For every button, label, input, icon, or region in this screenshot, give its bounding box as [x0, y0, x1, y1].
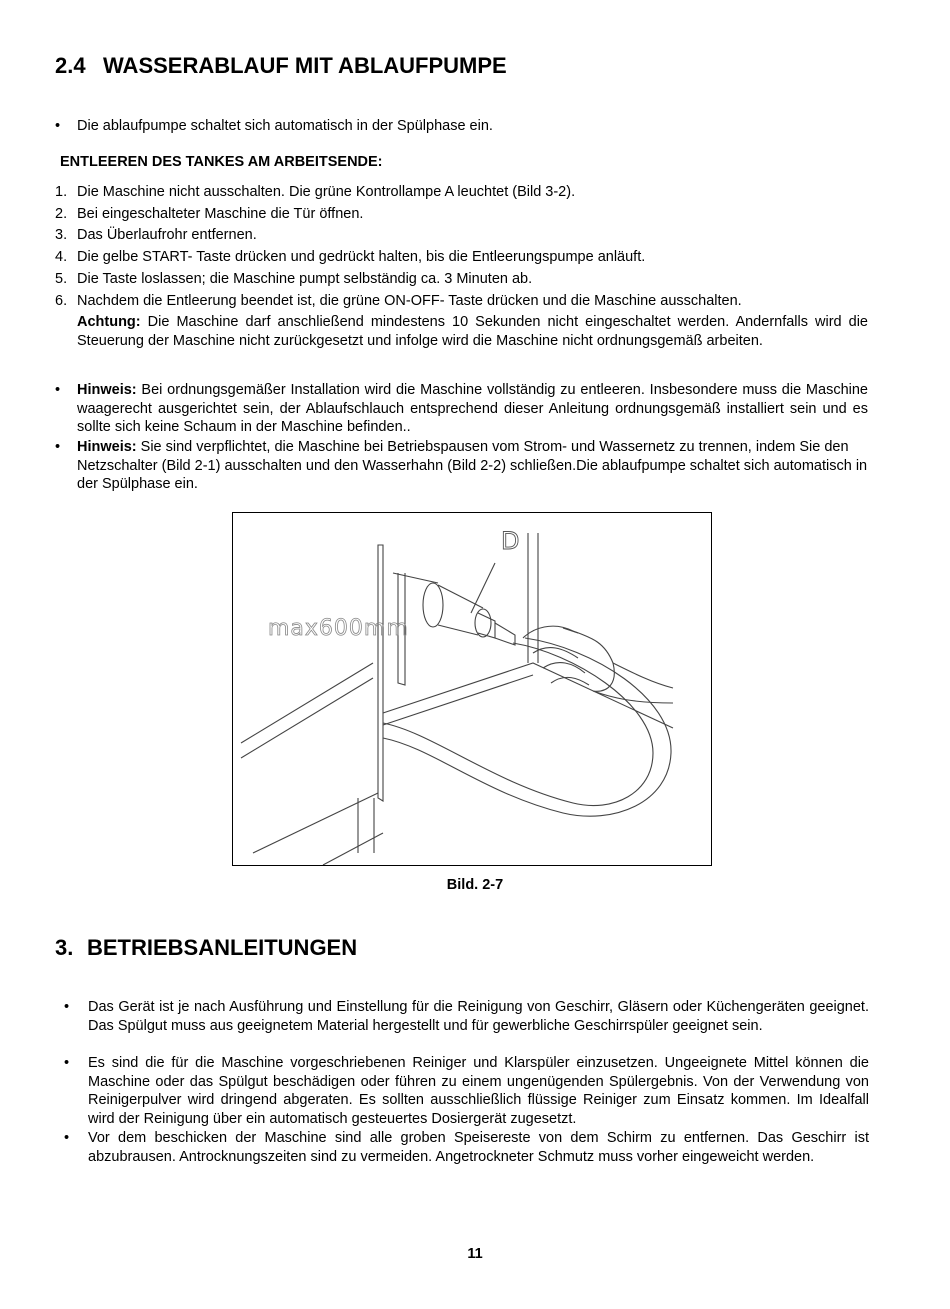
list-item: [55, 247, 870, 269]
section-heading-3: [55, 935, 357, 961]
step-text: Nachdem die Entleerung beendet ist, die grüne ON-OFF- Taste drücken und die Maschine ausschalten.: [77, 292, 742, 309]
bullet-text: Vor dem beschicken der Maschine sind alle groben Speisereste von dem Schirm zu entfernen. Das Geschirr ist abzubrausen. Antrocknungszeiten sind zu vermeiden. Angetrockneter Schmutz muss vorher eingeweicht werden.: [88, 1130, 869, 1165]
note-bullet-2: [55, 438, 868, 494]
step-number: 2.: [55, 205, 68, 222]
list-item: [55, 269, 870, 291]
step-number: 1.: [55, 184, 68, 200]
bullet-text: Das Gerät ist je nach Ausführung und Einstellung für die Reinigung von Geschirr, Gläsern oder Küchengeräten geeignet. Das Spülgut muss aus geeignetem Material hergestellt und für gewerbliche Geschirrspüler geeignet sein.: [88, 999, 869, 1034]
operating-bullet-1: [64, 998, 869, 1035]
warning-paragraph: [77, 313, 868, 350]
note-text: [55, 438, 868, 494]
warning-text: Die Maschine darf anschließend mindestens 10 Sekunden nicht eingeschaltet werden. Andernfalls wird die Steuerung der Maschine nicht zurückgesetzt und infolge wird die Maschine nicht ordnungsgemäß arbeiten.: [77, 314, 868, 349]
section-number: 3.: [55, 935, 74, 960]
section-title: WASSERABLAUF MIT ABLAUFPUMPE: [103, 53, 507, 78]
step-text: Die Taste loslassen; die Maschine pumpt selbständig ca. 3 Minuten ab.: [77, 270, 533, 287]
step-number: 4.: [55, 249, 68, 266]
step-number: 6.: [55, 292, 68, 309]
figure-caption: Bild. 2-7: [446, 877, 504, 893]
note-body: Bei ordnungsgemäßer Installation wird die Maschine vollständig zu entleeren. Insbesondere muss die Maschine waagerecht ausgerichtet sein, der Ablaufschlauch entsprechend dieser Anleitung ordnungsgemäß installiert sein und es sollte sich keine Schaum in der Maschine befinden..: [77, 382, 868, 435]
note-bullet-1: [55, 381, 868, 437]
bullet-dot: •: [64, 999, 70, 1015]
note-body: Sie sind verpflichtet, die Maschine bei Betriebspausen vom Strom- und Wassernetz zu trennen, indem Sie den Netzschalter (Bild 2-1) ausschalten und den Wasserhahn (Bild 2-2) schließen.Die ablaufpumpe schaltet sich automatisch in der Spülphase ein.: [77, 439, 868, 492]
warning-label: Achtung:: [77, 314, 141, 330]
step-text: Bei eingeschalteter Maschine die Tür öffnen.: [77, 205, 364, 222]
step-number: 3.: [55, 227, 68, 244]
section-heading-2-4: [55, 53, 507, 79]
bullet-dot: •: [55, 439, 61, 455]
list-item: [55, 291, 870, 313]
subheading: ENTLEEREN DES TANKES AM ARBEITSENDE:: [60, 154, 383, 170]
bullet-dot: •: [64, 1055, 70, 1071]
figure-drain-pump: [232, 512, 712, 866]
section-number: 2.4: [55, 53, 86, 78]
bullet-dot: •: [55, 382, 61, 398]
label-d: D: [501, 527, 520, 555]
bullet-dot: •: [64, 1130, 70, 1146]
intro-text: Die ablaufpumpe schaltet sich automatisch in der Spülphase ein.: [77, 118, 493, 134]
note-label: Hinweis:: [77, 439, 137, 455]
operating-bullet-3: [64, 1129, 869, 1166]
step-text: Die gelbe START- Taste drücken und gedrückt halten, bis die Entleerungspumpe anläuft.: [77, 249, 646, 266]
note-label: Hinweis:: [77, 382, 137, 398]
operating-bullet-2: [64, 1054, 869, 1128]
step-number: 5.: [55, 270, 68, 287]
bullet-text: Es sind die für die Maschine vorgeschriebenen Reiniger und Klarspüler einzusetzen. Ungeeignete Mittel können die Maschine oder das Spülgut beschädigen oder führen zu einem ungenügenden Spülergebnis. Von der Verwendung von Reinigerpulver wird dringend abgeraten. Es sollten ausschließlich flüssige Reiniger zum Einsatz kommen. Im Idealfall wird der Reinigung über ein automatisch gesteuertes Dosiergerät zugesetzt.: [88, 1055, 869, 1127]
step-text: Die Maschine nicht ausschalten. Die grüne Kontrollampe A leuchtet (Bild 3-2).: [77, 184, 576, 200]
list-item: [55, 225, 870, 247]
drain-steps-list: [55, 182, 870, 312]
section-title: BETRIEBSANLEITUNGEN: [87, 935, 358, 960]
intro-bullet: [55, 117, 870, 136]
bullet-dot: •: [55, 118, 61, 134]
note-text: [55, 381, 868, 437]
label-max-height: max600mm: [268, 616, 409, 641]
step-text: Das Überlaufrohr entfernen.: [77, 227, 257, 244]
list-item: [55, 204, 870, 226]
list-item: [55, 182, 870, 204]
page-number: 11: [467, 1246, 483, 1262]
drain-hose-illustration: [233, 513, 711, 865]
